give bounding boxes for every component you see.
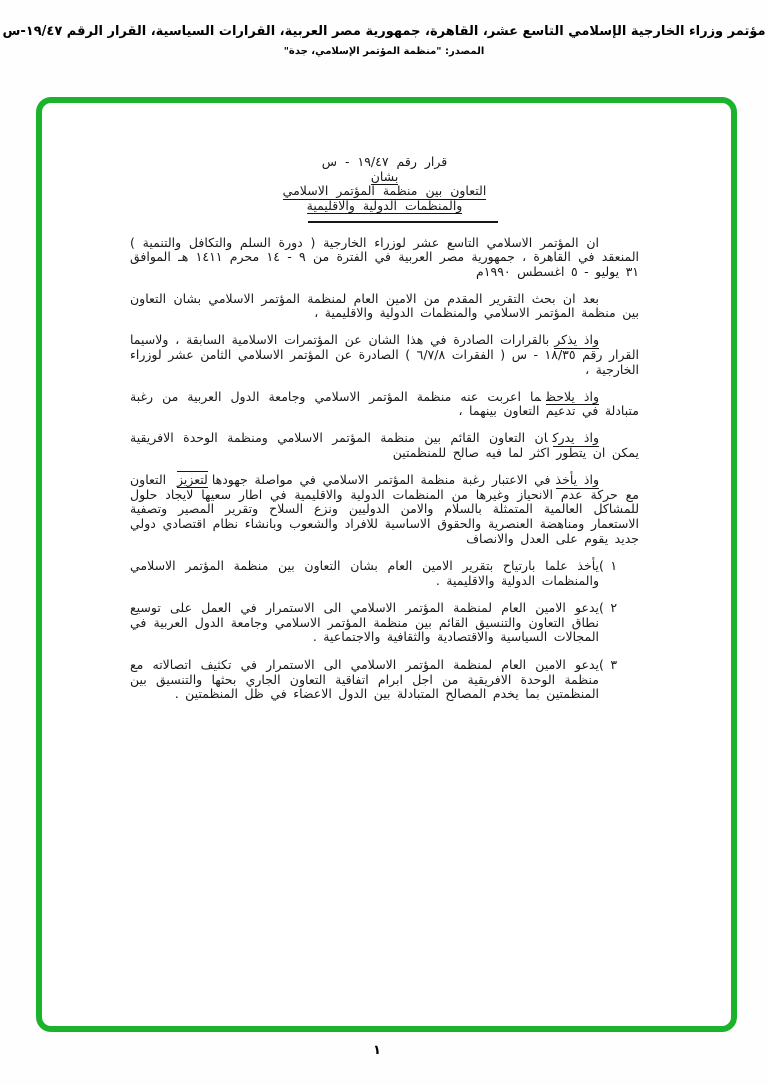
paragraph-lead: واذ يذكر — [554, 332, 599, 348]
resolution-subject-label: بشان — [370, 168, 399, 184]
preamble-paragraph — [130, 473, 639, 546]
document-body — [42, 103, 731, 1026]
paragraph-text: ما اعربت عنه منظمة المؤتمر الاسلامي وجامعة الدول العربية من رغبة متبادلة في تدعيم التعاون بينهما ، — [130, 388, 639, 419]
paragraph-lead: واذ يأخذ — [555, 472, 600, 488]
paragraph-text: التعاون مع حركة عدم الانحياز وغيرها من المنظمات الدولية والاقليمية في اطار سعيها لايجاد حلول للمشاكل العالمية المتمثلة بالسلام والامن الدوليين ونزع السلاح وتقرير المصير وتصفية الاستعمار ومناهضة العنصرية والحقوق الاساسية للافراد والشعوب وبانشاء نظام اقتصادي دولي جديد يقوم على العدل والانصاف — [130, 472, 639, 546]
item-text: يدعو الامين العام لمنظمة المؤتمر الاسلامي الى الاستمرار في العمل على توسيع نطاق التعاون والتنسيق القائم بين منظمة المؤتمر الاسلامي وجامعة الدول العربية في المجالات السياسية والاقتصادية والثقافية والاجتماعية . — [130, 600, 599, 645]
title-underline-rule — [308, 221, 498, 223]
preamble-paragraph — [130, 236, 639, 280]
paragraph-text: ان المؤتمر الاسلامي التاسع عشر لوزراء الخارجية ( دورة السلم والتكافل والتنمية ) المنعقد في القاهرة ، جمهورية مصر العربية في الفترة من ٩ - ١٤ محرم ١٤١١ هـ الموافق ٣١ يوليو - ٥ اغسطس ١٩٩٠م — [130, 234, 639, 279]
resolution-number: قرار رقم ١٩/٤٧ - س — [321, 154, 448, 169]
paragraph-lead: واذ يدرك — [552, 430, 599, 446]
resolution-subject-line1: التعاون بين منظمة المؤتمر الاسلامي — [282, 183, 487, 198]
paragraph-text: بالقرارات الصادرة في هذا الشان عن المؤتمرات الاسلامية السابقة ، ولاسيما القرار رقم ١٨/٣٥ - س ( الفقرات ٦/٧/٨ ) الصادرة عن المؤتمر الاسلامي الثامن عشر لوزراء الخارجية ، — [130, 332, 639, 377]
paragraph-text: بعد ان بحث التقرير المقدم من الامين العام لمنظمة المؤتمر الاسلامي بشان التعاون بين منظمة المؤتمر الاسلامي والمنظمات الدولية والاقليمية ، — [130, 290, 639, 321]
caption-title: مؤتمر وزراء الخارجية الإسلامي التاسع عشر، القاهرة، جمهورية مصر العربية، القرارات السياسية، القرار الرقم ١٩/٤٧-س — [2, 24, 766, 39]
paragraph-text: ان التعاون القائم بين منظمة المؤتمر الاسلامي ومنظمة الوحدة الافريقية يمكن ان يتطور اكثر لما فيه صالح للمنظمتين — [130, 430, 639, 461]
preamble-paragraph — [130, 333, 639, 377]
document-caption — [0, 24, 768, 57]
item-row — [130, 601, 631, 645]
document-frame — [36, 97, 737, 1032]
resolution-subject-line2: والمنظمات الدولية والاقليمية — [306, 197, 463, 213]
item-number: ( ٢ — [599, 600, 618, 616]
item-text: يدعو الامين العام لمنظمة المؤتمر الاسلامي الى الاستمرار في تكثيف اتصالاته مع منظمة الوحدة الافريقية من اجل ابرام اتفاقية التعاون الجاري بحثها والتنسيق بين المنظمتين بما يخدم المصالح المتبادلة بين الدول الاعضاء في ظل المنظمتين . — [130, 657, 599, 702]
preamble-paragraph — [130, 292, 639, 321]
item-row — [130, 658, 631, 702]
paragraph-lead: واذ يلاحظ — [545, 388, 599, 404]
item-text: يأخذ علما بارتياح بتقرير الامين العام بشان التعاون بين منظمة المؤتمر الاسلامي والمنظمات الدولية والاقليمية . — [130, 558, 599, 588]
resolution-title — [130, 155, 639, 223]
paragraph-text: في الاعتبار رغبة منظمة المؤتمر الاسلامي في مواصلة جهودها — [211, 472, 551, 488]
item-number: ( ١ — [599, 558, 618, 574]
caption-source: المصدر: "منظمة المؤتمر الإسلامي، جدة" — [283, 46, 485, 57]
item-row — [130, 559, 631, 588]
boxed-word: لتعزيز — [176, 472, 208, 488]
preamble-paragraph — [130, 390, 639, 419]
operative-items — [130, 559, 639, 702]
page-number: ١ — [373, 1043, 381, 1058]
item-number: ( ٣ — [599, 657, 618, 673]
preamble-paragraph — [130, 431, 639, 460]
